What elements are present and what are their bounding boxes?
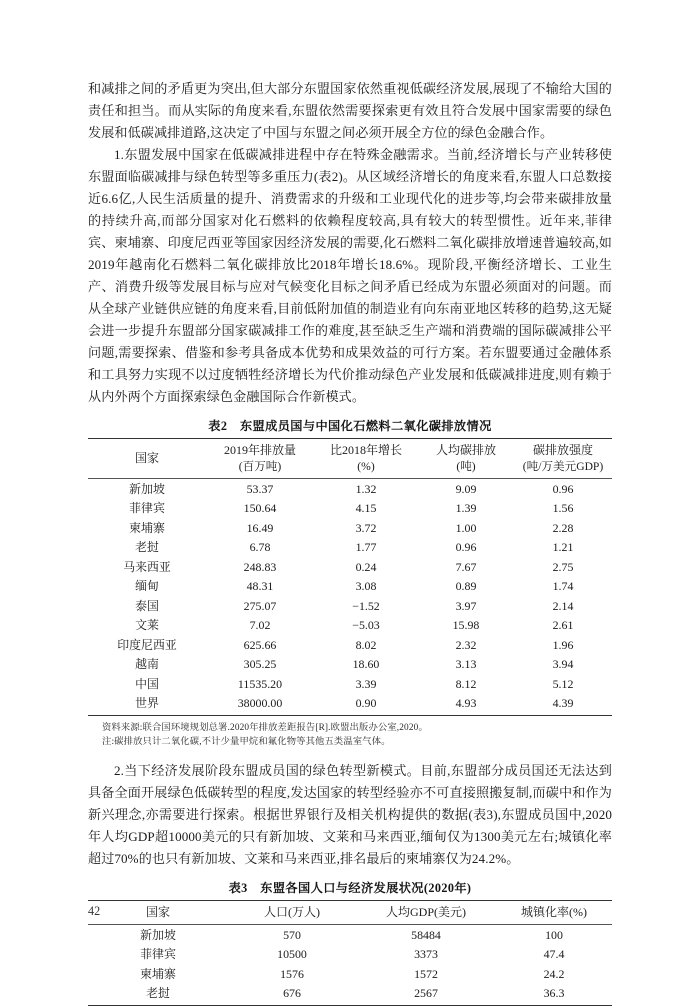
- table-row: [88, 655, 612, 675]
- table-2-cell-emissions: 6.78: [249, 540, 271, 554]
- table-2-cell-country: 越南: [135, 657, 159, 671]
- table-row: [88, 518, 612, 538]
- table-row: [88, 538, 612, 558]
- table-row: [88, 984, 612, 1006]
- table-2-cell-growth: −1.52: [352, 598, 380, 613]
- table-3-cell-urbanization: 36.3: [496, 984, 612, 1006]
- table-2-cell-growth: 1.77: [355, 540, 377, 554]
- table-2-cell-country: 缅甸: [135, 579, 159, 593]
- table-row: [88, 616, 612, 636]
- table-2-col-growth-vs-2018-label: 比2018年增长: [329, 443, 402, 457]
- table-2-cell-percapita: 0.96: [455, 540, 477, 554]
- table-2-cell-country: 中国: [135, 676, 159, 691]
- table-2-cell-country: 柬埔寨: [129, 520, 165, 535]
- table-2-cell-emissions: 150.64: [243, 501, 277, 515]
- table-2-col-emissions-2019-label: 2019年排放量: [223, 443, 296, 457]
- table-2-cell-growth: 0.24: [355, 559, 377, 574]
- table-2-cell-country: 世界: [88, 694, 206, 716]
- table-2-cell-country: 泰国: [135, 598, 159, 613]
- table-2-cell-percapita: 0.89: [455, 579, 477, 593]
- table-2-cell-country: 菲律宾: [129, 501, 165, 515]
- table-row: [88, 635, 612, 655]
- table-2-cell-growth: 18.60: [352, 657, 380, 671]
- table-2-col-per-capita-carbon-label: 人均碳排放: [435, 443, 496, 457]
- table-2-cell-emissions: 7.02: [249, 618, 271, 632]
- paragraph-item-2: 2.当下经济发展阶段东盟成员国的绿色转型新模式。目前,东盟部分成员国还无法达到具备全面开展绿色低碳转型的程度,发达国家的转型经验亦不可直接照搬复制,而碳中和作为新兴理念,亦需要进行探索。根据世界银行及相关机构提供的数据(表3),东盟成员国中,2020年人均GDP超10000美元的只有新加坡、文莱和马来西亚,缅甸仅为1300美元左右;城镇化率超过70%的也只有新加坡、文莱和马来西亚,排名最后的柬埔寨仅为24.2%。: [88, 762, 612, 866]
- table-2-cell-percapita: 2.32: [455, 637, 477, 652]
- table-2-cell-emissions: 11535.20: [237, 676, 283, 691]
- table-3-cell-urbanization: 24.2: [543, 966, 565, 981]
- table-2-cell-intensity: 1.21: [552, 540, 574, 554]
- table-3-cell-gdp: 2567: [356, 984, 496, 1006]
- table-row: [88, 577, 612, 597]
- table-2-cell-intensity: 3.94: [552, 657, 574, 671]
- table-2-cell-growth: 4.15: [355, 501, 377, 515]
- table-row: [88, 925, 612, 945]
- table-3-caption: 表3 东盟各国人口与经济发展状况(2020年): [228, 880, 472, 895]
- table-2-col-growth-vs-2018-unit: (%): [357, 459, 375, 473]
- table-2-header-row: [88, 439, 612, 479]
- table-3-cell-country: 新加坡: [140, 927, 176, 942]
- table-2-cell-percapita: 9.09: [455, 481, 477, 496]
- table-2-cell-emissions: 48.31: [246, 579, 274, 593]
- table-2-cell-country: 老挝: [135, 540, 159, 554]
- table-2-block: [88, 417, 612, 750]
- table-2-cell-country: 新加坡: [129, 481, 165, 496]
- table-3-cell-population: 570: [283, 927, 301, 942]
- table-2-col-country: [88, 439, 206, 479]
- table-2-cell-growth: 3.08: [355, 579, 377, 593]
- table-2-col-emissions-2019-unit: (百万吨): [238, 459, 282, 473]
- table-2-cell-intensity: 2.61: [552, 618, 574, 632]
- table-3-cell-urbanization: 100: [545, 927, 563, 942]
- table-2-body: [88, 479, 612, 716]
- table-3-cell-country: 菲律宾: [140, 947, 176, 961]
- table-3-cell-country: 老挝: [88, 984, 228, 1006]
- spacer: [88, 750, 612, 760]
- table-3: [88, 900, 612, 1006]
- table-2: [88, 438, 612, 716]
- table-3-col-gdp-per-capita: 人均GDP(美元): [356, 900, 496, 925]
- table-2-cell-intensity: 1.74: [552, 579, 574, 593]
- table-2-cell-country: 印度尼西亚: [117, 637, 177, 652]
- table-3-body: [88, 925, 612, 1006]
- table-2-cell-percapita: 3.13: [455, 657, 477, 671]
- paragraph-item-1: 1.东盟发展中国家在低碳减排进程中存在特殊金融需求。当前,经济增长与产业转移使东盟面临碳减排与绿色转型等多重压力(表2)。从区域经济增长的角度来看,东盟人口总数接近6.6亿,人民生活质量的提升、消费需求的升级和工业现代化的进步等,均会带来碳排放量的持续升高,而部分国家对化石燃料的依赖程度较高,具有较大的转型惯性。近年来,菲律宾、柬埔寨、印度尼西亚等国家因经济发展的需要,化石燃料二氧化碳排放增速普遍较高,如2019年越南化石燃料二氧化碳排放比2018年增长18.6%。现阶段,平衡经济增长、工业生产、消费升级等发展目标与应对气候变化目标之间矛盾已经成为东盟必须面对的问题。而从全球产业链供应链的角度来看,目前低附加值的制造业有向东南亚地区转移的趋势,这无疑会进一步提升东盟部分国家碳减排工作的难度,甚至缺乏生产端和消费端的国际碳减排公平问题,需要探索、借鉴和参考具备成本优势和成果效益的可行方案。若东盟要通过金融体系和工具努力实现不以过度牺牲经济增长为代价推动绿色产业发展和低碳减排进度,则有赖于从内外两个方面探索绿色金融国际合作新模式。: [88, 147, 612, 404]
- table-2-cell-percapita: 15.98: [452, 618, 480, 632]
- table-2-cell-percapita: 8.12: [455, 676, 477, 691]
- table-3-header-row: [88, 900, 612, 925]
- table-2-col-carbon-intensity-unit: (吨/万美元GDP): [522, 459, 604, 473]
- table-3-cell-gdp: 58484: [411, 927, 441, 942]
- table-row: [88, 557, 612, 577]
- table-2-cell-percapita: 1.00: [455, 520, 477, 535]
- table-2-cell-country: 马来西亚: [123, 559, 171, 574]
- table-3-cell-gdp: 1572: [414, 966, 438, 981]
- table-2-col-emissions-2019: [206, 439, 314, 479]
- table-2-col-country-label: 国家: [134, 450, 159, 465]
- table-2-cell-emissions: 625.66: [243, 637, 277, 652]
- table-2-col-per-capita-carbon-unit: (吨): [456, 459, 476, 473]
- table-3-cell-gdp: 3373: [414, 947, 438, 961]
- table-3-cell-population: 10500: [277, 947, 307, 961]
- table-2-cell-growth: 0.90: [314, 694, 418, 716]
- table-2-footnote: 注:碳排放只计二氧化碳,不计少量甲烷和氟化物等其他五类温室气体。: [102, 737, 391, 747]
- table-2-cell-intensity: 4.39: [514, 694, 612, 716]
- table-2-cell-emissions: 53.37: [246, 481, 274, 496]
- page-number: 42: [88, 904, 101, 918]
- table-2-cell-emissions: 275.07: [243, 598, 277, 613]
- table-2-cell-emissions: 305.25: [243, 657, 277, 671]
- table-row: [88, 945, 612, 965]
- table-2-cell-growth: 8.02: [355, 637, 377, 652]
- table-2-cell-emissions: 16.49: [246, 520, 274, 535]
- table-2-cell-emissions: 248.83: [243, 559, 277, 574]
- table-3-block: [88, 879, 612, 1006]
- table-2-cell-intensity: 5.12: [552, 676, 574, 691]
- table-2-cell-intensity: 1.56: [552, 501, 574, 515]
- table-2-col-carbon-intensity: [514, 439, 612, 479]
- table-2-cell-percapita: 1.39: [455, 501, 477, 515]
- table-2-cell-growth: 3.72: [355, 520, 377, 535]
- table-3-col-country: 国家: [88, 900, 228, 925]
- table-row: [88, 694, 612, 716]
- table-2-cell-emissions: 38000.00: [206, 694, 314, 716]
- table-3-cell-urbanization: 47.4: [543, 947, 565, 961]
- table-2-cell-intensity: 1.96: [552, 637, 574, 652]
- table-3-col-population: 人口(万人): [228, 900, 356, 925]
- table-3-cell-country: 柬埔寨: [140, 966, 176, 981]
- table-row: [88, 499, 612, 519]
- table-row: [88, 964, 612, 984]
- paragraph-continued: 和减排之间的矛盾更为突出,但大部分东盟国家依然重视低碳经济发展,展现了不输给大国的责任和担当。而从实际的角度来看,东盟依然需要探索更有效且符合发展中国家需要的绿色发展和低碳减排道路,这决定了中国与东盟之间必须开展全方位的绿色金融合作。: [88, 81, 612, 140]
- table-2-cell-growth: 1.32: [355, 481, 377, 496]
- table-row: [88, 479, 612, 499]
- table-2-cell-intensity: 0.96: [552, 481, 574, 496]
- table-2-cell-percapita: 7.67: [455, 559, 477, 574]
- table-2-cell-intensity: 2.14: [552, 598, 574, 613]
- table-2-cell-growth: −5.03: [352, 618, 380, 632]
- table-3-col-urbanization: 城镇化率(%): [496, 900, 612, 925]
- table-3-cell-population: 1576: [280, 966, 304, 981]
- table-2-cell-percapita: 4.93: [418, 694, 514, 716]
- table-2-cell-intensity: 2.28: [552, 520, 574, 535]
- table-2-cell-percapita: 3.97: [455, 598, 477, 613]
- table-2-cell-intensity: 2.75: [552, 559, 574, 574]
- table-2-col-growth-vs-2018: [314, 439, 418, 479]
- table-2-col-carbon-intensity-label: 碳排放强度: [532, 443, 593, 457]
- table-2-caption: 表2 东盟成员国与中国化石燃料二氧化碳排放情况: [208, 419, 492, 433]
- table-row: [88, 596, 612, 616]
- table-row: [88, 674, 612, 694]
- table-2-notes: [102, 721, 612, 750]
- table-2-source-note: 资料来源:联合国环境规划总署.2020年排放差距报告[R].欧盟出版办公室,2020。: [102, 722, 428, 733]
- table-2-cell-country: 文莱: [135, 618, 159, 632]
- table-2-col-per-capita-carbon: [418, 439, 514, 479]
- table-3-cell-population: 676: [228, 984, 356, 1006]
- table-2-cell-growth: 3.39: [355, 676, 377, 691]
